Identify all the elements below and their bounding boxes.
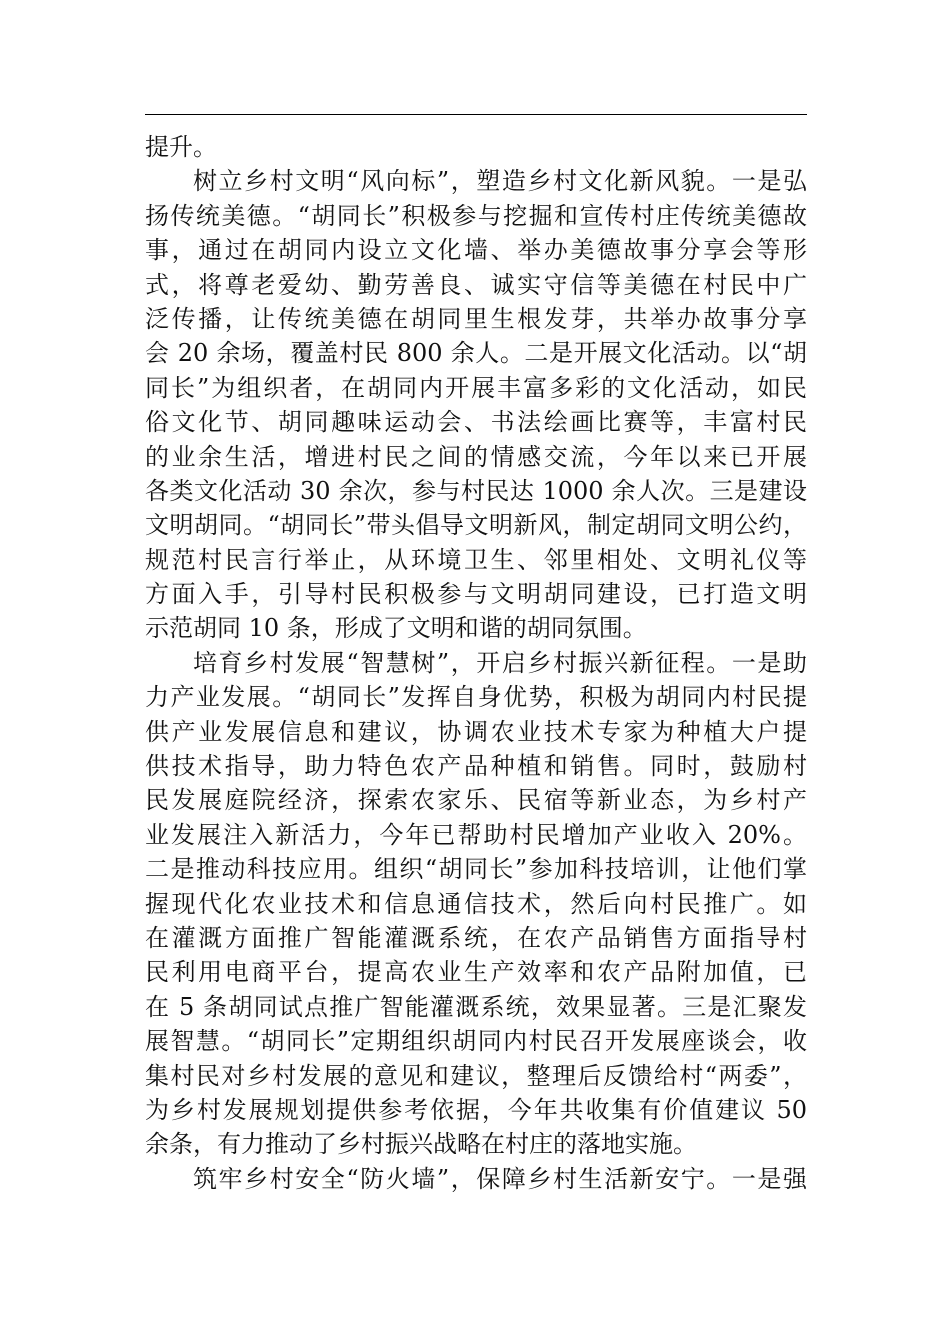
text-line: 式，将尊老爱幼、勤劳善良、诚实守信等美德在村民中广: [145, 270, 807, 299]
text-line: 方面入手，引导村民积极参与文明胡同建设，已打造文明: [145, 580, 807, 609]
header-rule: [145, 114, 807, 115]
text-line: 展智慧。“胡同长”定期组织胡同内村民召开发展座谈会，收: [145, 1027, 807, 1056]
text-line: 会 20 余场，覆盖村民 800 余人。二是开展文化活动。以“胡: [145, 339, 807, 368]
text-line: 余条，有力推动了乡村振兴战略在村庄的落地实施。: [145, 1130, 697, 1159]
text-line: 同长”为组织者，在胡同内开展丰富多彩的文化活动，如民: [145, 373, 807, 402]
text-line: 泛传播，让传统美德在胡同里生根发芽，共举办故事分享: [145, 304, 807, 333]
text-line: 供产业发展信息和建议，协调农业技术专家为种植大户提: [145, 717, 807, 746]
text-line: 民发展庭院经济，探索农家乐、民宿等新业态，为乡村产: [145, 786, 807, 815]
text-line: 供技术指导，助力特色农产品种植和销售。同时，鼓励村: [145, 752, 807, 781]
text-line: 集村民对乡村发展的意见和建议，整理后反馈给村“两委”，: [145, 1061, 807, 1090]
text-line: 示范胡同 10 条，形成了文明和谐的胡同氛围。: [145, 614, 647, 643]
text-line: 业发展注入新活力，今年已帮助村民增加产业收入 20%。: [145, 820, 807, 849]
text-line: 为乡村发展规划提供参考依据，今年共收集有价值建议 50: [145, 1095, 807, 1124]
text-line: 文明胡同。“胡同长”带头倡导文明新风，制定胡同文明公约，: [145, 511, 807, 540]
text-line: 筑牢乡村安全“防火墙”，保障乡村生活新安宁。一是强: [193, 1164, 807, 1193]
document-body: [145, 130, 807, 1196]
text-line: 树立乡村文明“风向标”，塑造乡村文化新风貌。一是弘: [193, 167, 807, 196]
text-line: 提升。: [145, 133, 217, 161]
text-line: 各类文化活动 30 余次，参与村民达 1000 余人次。三是建设: [145, 476, 807, 505]
text-line: 在 5 条胡同试点推广智能灌溉系统，效果显著。三是汇聚发: [145, 992, 807, 1021]
text-line: 培育乡村发展“智慧树”，开启乡村振兴新征程。一是助: [193, 648, 807, 677]
text-line: 力产业发展。“胡同长”发挥自身优势，积极为胡同内村民提: [145, 683, 807, 712]
text-line: 握现代化农业技术和信息通信技术，然后向村民推广。如: [145, 889, 807, 918]
text-line: 的业余生活，增进村民之间的情感交流，今年以来已开展: [145, 442, 807, 471]
text-line: 俗文化节、胡同趣味运动会、书法绘画比赛等，丰富村民: [145, 408, 807, 437]
text-line: 在灌溉方面推广智能灌溉系统，在农产品销售方面指导村: [145, 923, 807, 952]
text-line: 事，通过在胡同内设立文化墙、举办美德故事分享会等形: [145, 236, 807, 265]
text-line: 扬传统美德。“胡同长”积极参与挖掘和宣传村庄传统美德故: [145, 201, 807, 230]
text-line: 二是推动科技应用。组织“胡同长”参加科技培训，让他们掌: [145, 855, 807, 884]
text-line: 民利用电商平台，提高农业生产效率和农产品附加值，已: [145, 958, 807, 987]
text-line: 规范村民言行举止，从环境卫生、邻里相处、文明礼仪等: [145, 545, 807, 574]
